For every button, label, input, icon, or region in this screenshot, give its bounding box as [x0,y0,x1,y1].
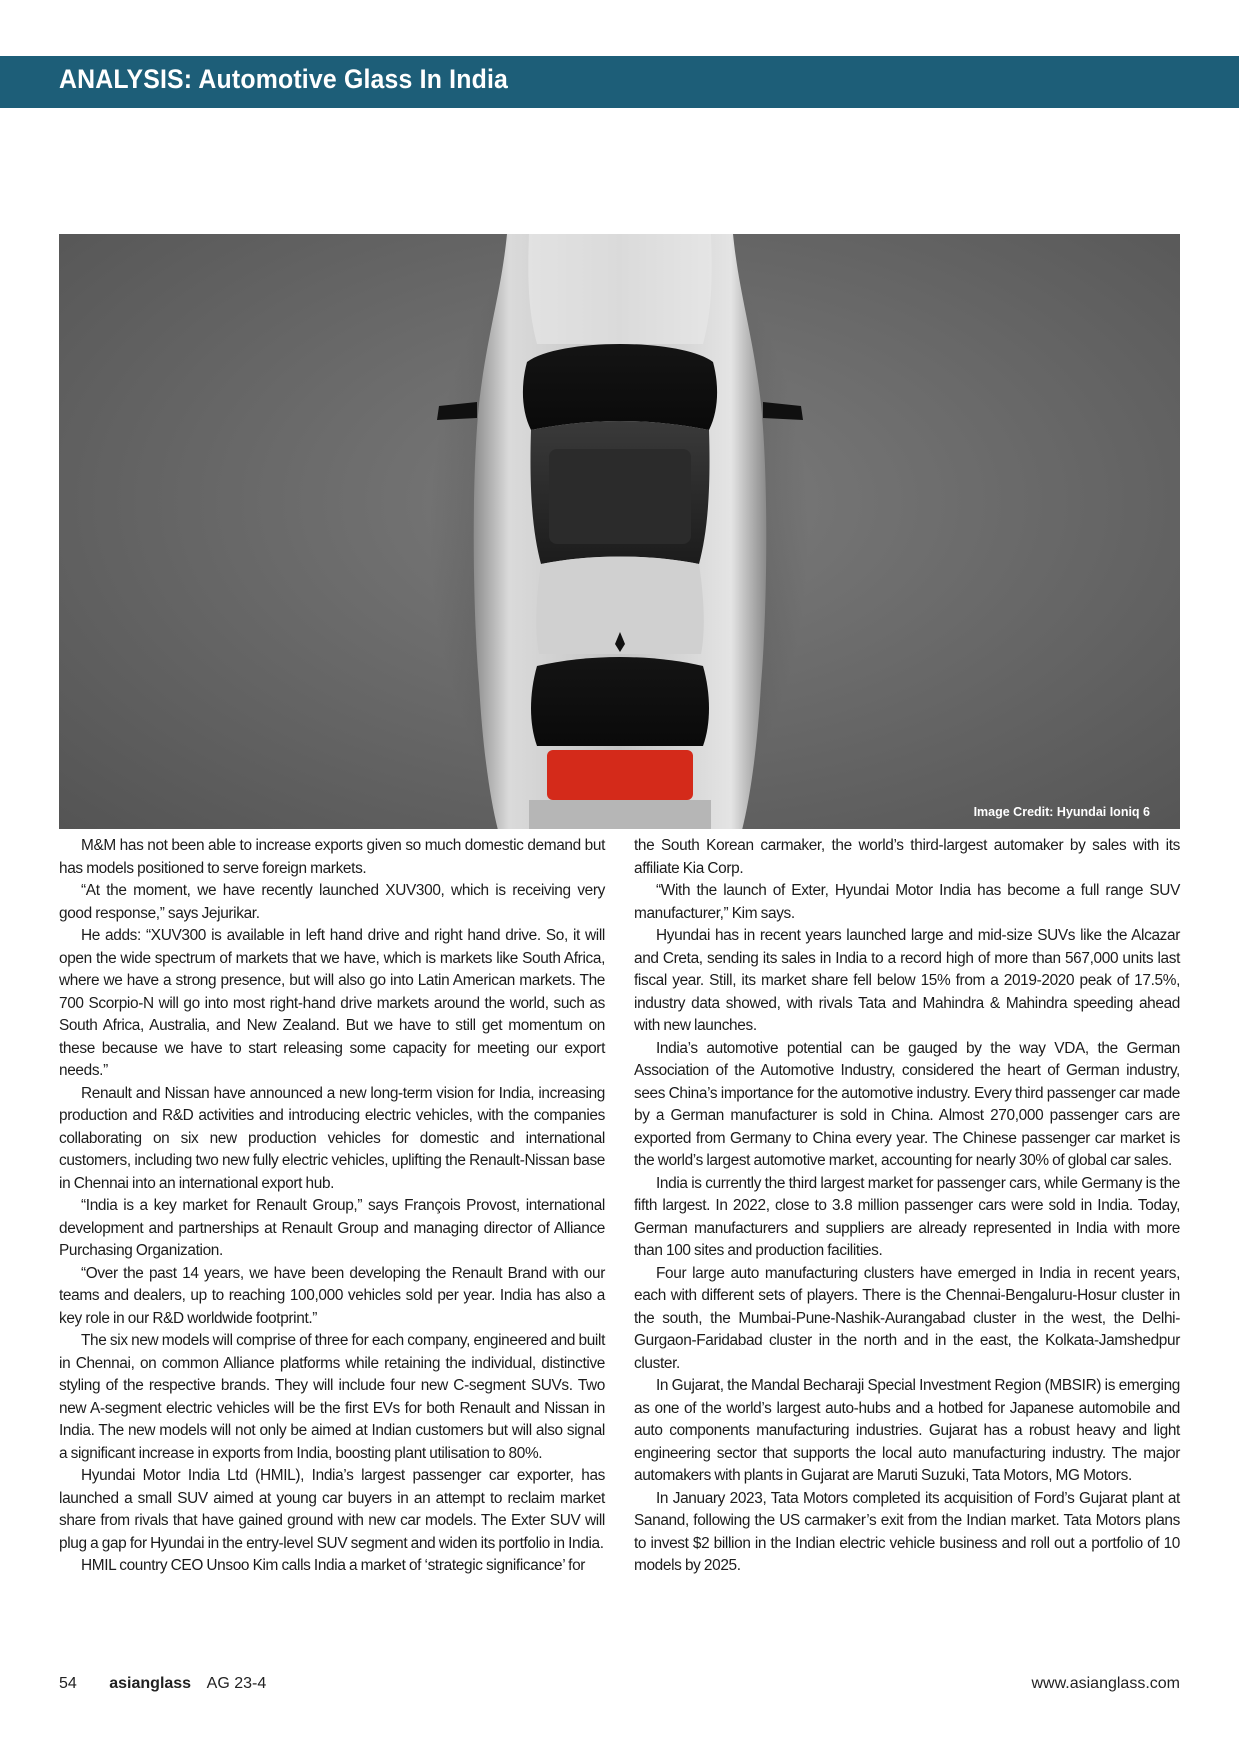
publication-brand: asianglass [109,1675,192,1692]
car-top-view-illustration [59,234,1180,829]
paragraph: India’s automotive potential can be gauged by the way VDA, the German Association of the Automotive Industry, considered the heart of German industry, sees China’s importance for the automotive industry. Every third passenger car made by a German manufacturer is sold in China. Almost 270,000 passenger cars are exported from Germany to China every year. The Chinese passenger car market is the world’s largest automotive market, accounting for nearly 30% of global car sales. [634,1039,1180,1169]
paragraph: Hyundai has in recent years launched large and mid-size SUVs like the Alcazar and Creta, sending its sales in India to a record high of more than 567,000 units last fiscal year. Still, its market share fell below 15% from a 2019-2020 peak of 17.5%, industry data showed, with rivals Tata and Mahindra & Mahindra speeding ahead with new launches. [634,927,1180,1034]
paragraph: He adds: “XUV300 is available in left hand drive and right hand drive. So, it will open the wide spectrum of markets that we have, which is markets like South Africa, where we have a strong presence, but will also go into Latin American markets. The 700 Scorpio-N will go into most right-hand drive markets around the world, such as South Africa, Australia, and New Zealand. But we have to still get momentum on these because we have to start releasing some capacity for meeting our export needs.” [59,927,605,1079]
paragraph: Renault and Nissan have announced a new long-term vision for India, increasing production and R&D activities and introducing electric vehicles, with the companies collaborating on six new production vehicles for domestic and international customers, including two new fully electric vehicles, uplifting the Renault-Nissan base in Chennai into an international export hub. [59,1084,605,1192]
article-column-right [634,835,1180,1578]
paragraph: M&M has not been able to increase exports given so much domestic demand but has models positioned to serve foreign markets. [59,837,605,877]
footer-website[interactable]: www.asianglass.com [1031,1675,1180,1692]
paragraph: HMIL country CEO Unsoo Kim calls India a market of ‘strategic significance’ for [81,1557,586,1574]
paragraph: The six new models will comprise of three for each company, engineered and built in Chennai, on common Alliance platforms while retaining the individual, distinctive styling of the respective brands. They will include four new C-segment SUVs. Two new A-segment electric vehicles will be the first EVs for both Renault and Nissan in India. The new models will not only be aimed at Indian customers but will also signal a significant increase in exports from India, boosting plant utilisation to 80%. [59,1332,605,1462]
section-header-bar [0,56,1239,108]
paragraph: Hyundai Motor India Ltd (HMIL), India’s largest passenger car exporter, has launched a small SUV aimed at young car buyers in an attempt to reclaim market share from rivals that have gained ground with new car models. The Exter SUV will plug a gap for Hyundai in the entry-level SUV segment and widen its portfolio in India. [59,1467,605,1552]
paragraph-continued: the South Korean carmaker, the world’s third-largest automaker by sales with its affiliate Kia Corp. [634,837,1180,877]
section-title: ANALYSIS: Automotive Glass In India [59,64,509,94]
article-column-left [59,835,605,1578]
paragraph: “India is a key market for Renault Group,” says François Provost, international development and partnerships at Renault Group and managing director of Alliance Purchasing Organization. [59,1197,605,1259]
windshield [523,344,717,430]
paragraph: In Gujarat, the Mandal Becharaji Special Investment Region (MBSIR) is emerging as one of the world’s largest auto-hubs and a hotbed for Japanese automobile and auto components manufacturing industries. Gujarat has a robust heavy and light engineering sector that supports the local auto manufacturing industry. The major automakers with plants in Gujarat are Maruti Suzuki, Tata Motors, MG Motors. [634,1377,1180,1484]
page-number: 54 [59,1675,77,1692]
issue-label: AG 23-4 [206,1675,267,1692]
image-credit: Image Credit: Hyundai Ioniq 6 [973,805,1150,819]
page-footer [59,1675,266,1693]
tail-light [547,750,693,800]
car-photo [59,234,1180,829]
paragraph: India is currently the third largest market for passenger cars, while Germany is the fifth largest. In 2022, close to 3.8 million passenger cars were sold in India. Today, German manufacturers and suppliers are already represented in India with more than 100 sites and production facilities. [634,1174,1180,1259]
paragraph: In January 2023, Tata Motors completed its acquisition of Ford’s Gujarat plant at Sanand, following the US carmaker’s exit from the Indian market. Tata Motors plans to invest $2 billion in the Indian electric vehicle business and roll out a portfolio of 10 models by 2025. [634,1489,1180,1574]
paragraph: “At the moment, we have recently launched XUV300, which is receiving very good response,” says Jejurikar. [59,882,605,922]
roof-glass [549,449,691,544]
paragraph: Four large auto manufacturing clusters have emerged in India in recent years, each with different sets of players. There is the Chennai-Bengaluru-Hosur cluster in the south, the Mumbai-Pune-Nashik-Aurangabad cluster in the west, the Delhi-Gurgaon-Faridabad cluster in the north and in the east, the Kolkata-Jamshedpur cluster. [634,1264,1180,1372]
right-mirror [763,402,803,420]
paragraph: “Over the past 14 years, we have been developing the Renault Brand with our teams and dealers, up to reaching 100,000 vehicles sold per year. India has also a key role in our R&D worldwide footprint.” [59,1264,605,1327]
rear-window [531,657,709,746]
paragraph: “With the launch of Exter, Hyundai Motor India has become a full range SUV manufacturer,” Kim says. [634,882,1180,922]
left-mirror [437,402,477,420]
rear-bumper [529,800,711,829]
hood-highlight [528,234,711,344]
